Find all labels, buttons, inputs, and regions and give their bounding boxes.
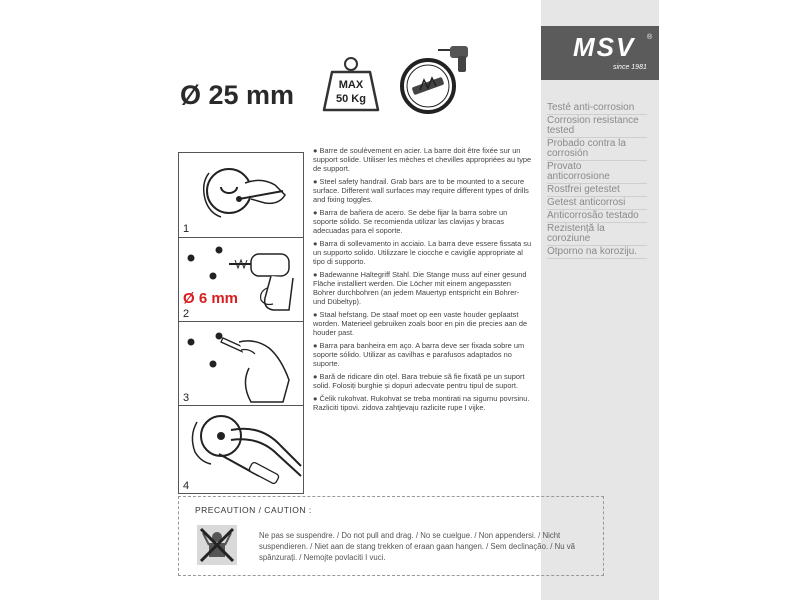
max-label: MAX [338, 79, 364, 91]
drill-size-label: Ø 6 mm [183, 290, 239, 307]
instruction-en: ● Steel safety handrail. Grab bars are to be mounted to a secure surface. Different wall surfaces may require different types of drills and fixing toggles. [313, 177, 529, 204]
brand-name: MSV [573, 32, 636, 62]
property-item: Testé anti-corrosion [547, 102, 647, 115]
step-number: 2 [183, 308, 190, 320]
step-number: 4 [183, 480, 190, 492]
property-item: Rezistență la coroziune [547, 223, 647, 246]
instruction-ro: ● Bară de ridicare din oțel. Bara trebuie să fie fixată pe un suport solid. Folosiți burghie și dopuri adecvate pentru tipul de suport. [313, 372, 525, 390]
property-item: Provato anticorrosione [547, 161, 647, 184]
brand-registered: ® [647, 34, 653, 41]
step-3 [179, 321, 303, 406]
step-3-illustration [179, 322, 303, 406]
property-item: Anticorrosão testado [547, 210, 647, 223]
brand-logo [541, 26, 659, 80]
step-1-illustration [179, 153, 303, 237]
step-2 [179, 237, 303, 322]
instruction-hr: ● Čelik rukohvat. Rukohvat se treba montirati na sigurnu povrsinu. Razliciti tipovi. zidova zahtjevaju razlicite rupe I vijke. [313, 394, 530, 412]
step-number: 1 [183, 223, 190, 235]
step-1 [179, 153, 303, 237]
instruction-it: ● Barra di sollevamento in acciaio. La barra deve essere fissata su un supporto solido. Utilizzare le ciocche e caviglie appropriate al tipo di supporto. [313, 239, 532, 266]
step-4-illustration [179, 406, 303, 494]
property-item: Otporno na koroziju. [547, 246, 647, 259]
diameter-label: Ø 25 mm [180, 80, 295, 110]
weight-icon [320, 54, 382, 114]
brand-since: since 1981 [613, 64, 647, 71]
max-value: 50 Kg [336, 93, 366, 105]
instructions [313, 146, 533, 416]
no-hanging-icon [195, 523, 239, 567]
instruction-fr: ● Barre de soulèvement en acier. La barre doit être fixée sur un support solide. Utiliser les mèches et chevilles appropriées au type de support. [313, 146, 532, 173]
property-list [547, 102, 647, 259]
step-4 [179, 405, 303, 494]
property-item: Rostfrei getestet [547, 184, 647, 197]
property-item: Probado contra la corrosión [547, 138, 647, 161]
property-item: Corrosion resistance tested [547, 115, 647, 138]
drill-icon [398, 38, 478, 118]
caution-box [178, 496, 604, 576]
property-item: Getest anticorrosi [547, 197, 647, 210]
step-2-illustration [179, 238, 303, 322]
instruction-es: ● Barra de bañera de acero. Se debe fijar la barra sobre un soporte sólido. Se recomienda utilizar las clavijas y bracas adecuadas para el soporte. [313, 208, 508, 235]
caution-title: PRECAUTION / CAUTION : [195, 505, 312, 515]
installation-steps [178, 152, 304, 494]
instruction-de: ● Badewanne Haltegriff Stahl. Die Stange muss auf einer gesund Fläche installiert werden. Die Löcher mit einem angepassten Bohrer durchbohren (an jedem Mauertyp entspricht ein Bohrer- und Dübeltyp). [313, 270, 527, 306]
caution-text: Ne pas se suspendre. / Do not pull and drag. / No se cuelgue. / Non appendersi. / Nicht suspendieren. / Niet aan de stang trekken of eraan gaan hangen. / Sem declinação. / Nu vă spânzurați. / Nemojte povlaciti I vuci. [259, 531, 575, 562]
instruction-nl: ● Staal hefstang. De staaf moet op een vaste houder geplaatst worden. Materieel gebruiken zoals boor en pin die precies aan de houder past. [313, 310, 528, 337]
step-number: 3 [183, 392, 190, 404]
instruction-pt: ● Barra para banheira em aço. A barra deve ser fixada sobre um soporte sólido. Utilizar as cavilhas e parafusos adaptados no suporte. [313, 341, 525, 368]
